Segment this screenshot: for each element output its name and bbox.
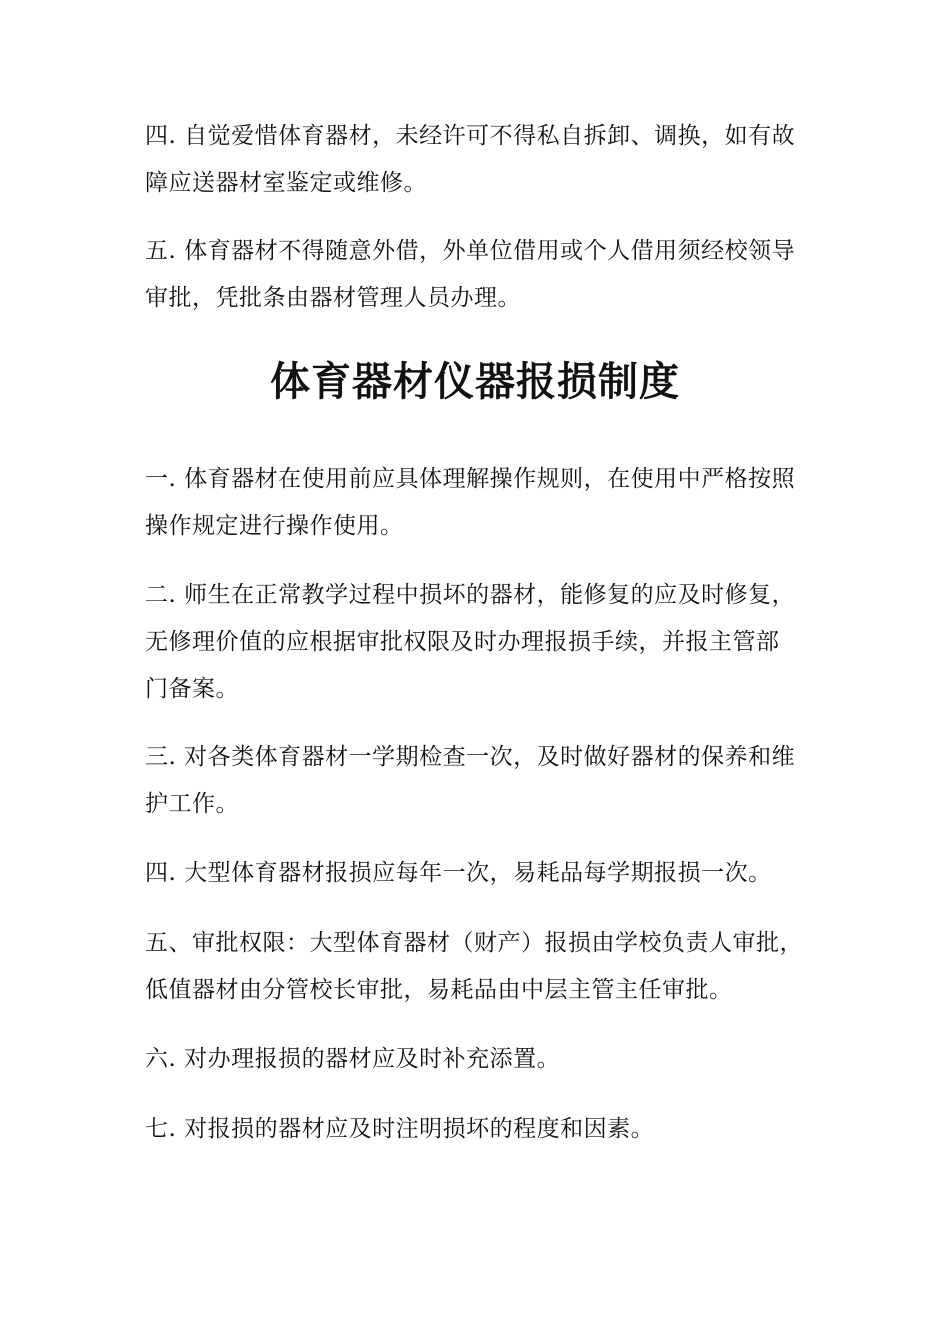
rule-paragraph-3 (145, 734, 810, 828)
paragraph-line: 低值器材由分管校长审批，易耗品由中层主管主任审批。 (145, 977, 733, 1003)
rule-paragraph-7 (145, 1106, 810, 1153)
paragraph-line: 操作规定进行操作使用。 (145, 513, 404, 539)
rule-paragraph-4 (145, 850, 810, 897)
paragraph-line: 四. 大型体育器材报损应每年一次，易耗品每学期报损一次。 (145, 860, 772, 886)
paragraph-line: 门备案。 (145, 676, 239, 702)
rule-paragraph-top-5 (145, 228, 810, 322)
paragraph-line: 五. 体育器材不得随意外借，外单位借用或个人借用须经校领导 (145, 238, 796, 264)
paragraph-line: 三. 对各类体育器材一学期检查一次，及时做好器材的保养和维 (145, 744, 796, 770)
paragraph-line: 七. 对报损的器材应及时注明损坏的程度和因素。 (145, 1116, 655, 1142)
paragraph-line: 二. 师生在正常教学过程中损坏的器材，能修复的应及时修复， (145, 582, 796, 608)
paragraph-line: 审批，凭批条由器材管理人员办理。 (145, 285, 521, 311)
rule-paragraph-top-4 (145, 113, 810, 207)
paragraph-line: 四. 自觉爱惜体育器材，未经许可不得私自拆卸、调换，如有故 (145, 123, 796, 149)
paragraph-line: 障应送器材室鉴定或维修。 (145, 170, 427, 196)
paragraph-line: 一. 体育器材在使用前应具体理解操作规则，在使用中严格按照 (145, 466, 796, 492)
paragraph-line: 无修理价值的应根据审批权限及时办理报损手续，并报主管部 (145, 629, 780, 655)
rule-paragraph-6 (145, 1036, 810, 1083)
rule-paragraph-5 (145, 920, 810, 1014)
section-title: 体育器材仪器报损制度 (270, 359, 680, 405)
paragraph-line: 五、审批权限：大型体育器材（财产）报损由学校负责人审批， (145, 930, 803, 956)
rule-paragraph-2 (145, 572, 810, 713)
paragraph-line: 护工作。 (145, 791, 239, 817)
paragraph-line: 六. 对办理报损的器材应及时补充添置。 (145, 1046, 561, 1072)
rule-paragraph-1 (145, 456, 810, 550)
